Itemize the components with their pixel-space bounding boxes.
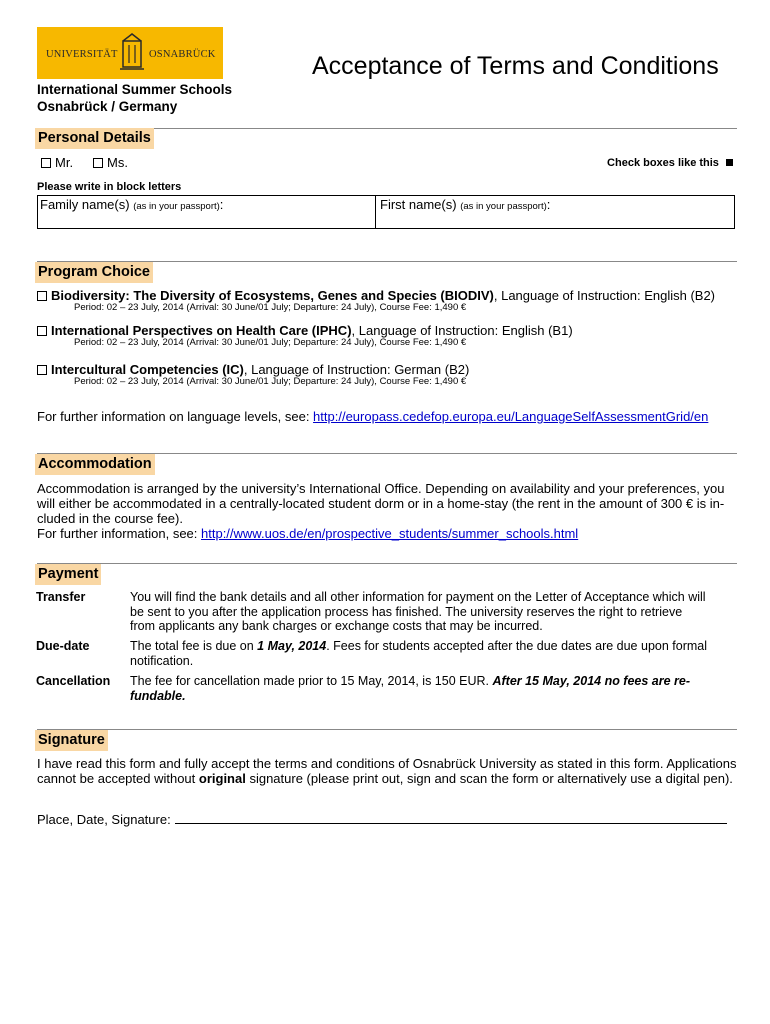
logo-left-text: UNIVERSITÄT	[46, 49, 118, 60]
first-name-colon: :	[546, 197, 551, 212]
signature-line-1: I have read this form and fully accept the terms and conditions of Osnabrück University as stated in this form. Applications	[37, 756, 737, 771]
family-name-label: Family name(s)	[40, 197, 130, 212]
payment-label-cancellation: Cancellation	[36, 674, 111, 688]
section-heading-program: Program Choice	[35, 262, 153, 283]
accommodation-text	[37, 481, 724, 541]
accommodation-line-2: will either be accommodated in a centrally-located student dorm or in a home-stay (the rent in the amount of 300 € is in-	[37, 496, 725, 511]
checkbox-mr-label: Mr.	[55, 155, 74, 170]
checkbox-ms[interactable]	[93, 158, 103, 168]
checkbox-ms-label: Ms.	[107, 155, 128, 170]
family-name-field[interactable]	[40, 197, 223, 212]
name-box-divider	[375, 196, 376, 229]
due-line-1	[130, 639, 730, 654]
check-hint-text: Check boxes like this	[607, 157, 719, 169]
name-fields-box	[37, 195, 735, 229]
program-period: Period: 02 – 23 July, 2014 (Arrival: 30 June/01 July; Departure: 24 July), Course Fee: 1,490 €	[74, 302, 467, 313]
program-option-ic[interactable]	[37, 362, 469, 377]
cancel-line-1	[130, 674, 730, 689]
divider	[37, 729, 737, 730]
signature-text	[37, 756, 736, 786]
program-option-iphc[interactable]	[37, 323, 573, 338]
filled-checkbox-icon	[726, 159, 733, 166]
block-letters-note: Please write in block letters	[37, 181, 182, 193]
accommodation-line-1: Accommodation is arranged by the university’s International Office. Depending on availability and your preferences, you	[37, 481, 725, 496]
payment-text-cancellation	[130, 674, 730, 703]
salutation-ms[interactable]	[93, 155, 128, 170]
cancel-pre: The fee for cancellation made prior to 15 May, 2014, is 150 EUR.	[130, 674, 493, 688]
first-name-note: (as in your passport)	[460, 201, 547, 212]
program-period: Period: 02 – 23 July, 2014 (Arrival: 30 June/01 July; Departure: 24 July), Course Fee: 1,490 €	[74, 376, 467, 387]
signature-post: signature (please print out, sign and scan the form or alternatively use a digital pen).	[245, 771, 733, 786]
section-heading-payment: Payment	[35, 564, 101, 585]
due-line-2: notification.	[130, 653, 194, 668]
checkbox-biodiv[interactable]	[37, 291, 47, 301]
page-title: Acceptance of Terms and Conditions	[312, 52, 719, 80]
accommodation-info-text: For further information, see:	[37, 526, 202, 541]
org-line-1: International Summer Schools	[37, 82, 233, 97]
section-heading-signature: Signature	[35, 730, 108, 751]
signature-bold: original	[198, 771, 246, 786]
program-language: , Language of Instruction: English (B2)	[493, 288, 716, 303]
logo-right-text: OSNABRÜCK	[149, 49, 216, 60]
checkbox-mr[interactable]	[41, 158, 51, 168]
signature-line-2	[37, 771, 736, 786]
program-name: Biodiversity: The Diversity of Ecosystems, Genes and Species (BIODIV)	[51, 288, 494, 303]
due-post: . Fees for students accepted after the due dates are due upon formal	[326, 639, 707, 653]
program-name: International Perspectives on Health Care (IPHC)	[51, 323, 352, 338]
signature-input-line[interactable]	[175, 823, 727, 824]
divider	[37, 563, 737, 564]
place-date-signature-label: Place, Date, Signature:	[37, 812, 171, 827]
first-name-field[interactable]	[380, 197, 550, 212]
language-info	[37, 409, 708, 424]
payment-text-due-date	[130, 639, 730, 668]
due-pre: The total fee is due on	[130, 639, 258, 653]
checkbox-ic[interactable]	[37, 365, 47, 375]
transfer-line-1: You will find the bank details and all other information for payment on the Letter of Acceptance which will	[130, 590, 706, 604]
signature-pre: cannot be accepted without	[37, 771, 199, 786]
program-language: , Language of Instruction: German (B2)	[243, 362, 470, 377]
language-grid-link[interactable]: http://europass.cedefop.europa.eu/LanguageSelfAssessmentGrid/en	[313, 409, 709, 424]
salutation-mr[interactable]	[41, 155, 73, 170]
summer-schools-link[interactable]: http://www.uos.de/en/prospective_students/summer_schools.html	[201, 526, 579, 541]
org-line-2: Osnabrück / Germany	[37, 99, 178, 114]
language-info-text: For further information on language levels, see:	[37, 409, 314, 424]
accommodation-line-3: cluded in the course fee).	[37, 511, 183, 526]
family-name-note: (as in your passport)	[133, 201, 220, 212]
family-name-colon: :	[219, 197, 224, 212]
program-period: Period: 02 – 23 July, 2014 (Arrival: 30 June/01 July; Departure: 24 July), Course Fee: 1,490 €	[74, 337, 467, 348]
first-name-label: First name(s)	[380, 197, 457, 212]
org-name	[37, 81, 232, 115]
section-heading-personal: Personal Details	[35, 128, 154, 149]
section-heading-accommodation: Accommodation	[35, 454, 155, 475]
due-date-value: 1 May, 2014	[257, 639, 327, 653]
check-hint	[607, 157, 733, 169]
university-logo	[37, 27, 223, 79]
accommodation-info	[37, 526, 724, 541]
cancel-emphasis-2: fundable.	[130, 688, 186, 703]
cancel-emphasis-1: After 15 May, 2014 no fees are re-	[492, 674, 691, 688]
payment-text-transfer	[130, 590, 730, 634]
transfer-line-2: be sent to you after the application process has finished. The university reserves the right to retrieve	[130, 604, 683, 619]
program-language: , Language of Instruction: English (B1)	[351, 323, 573, 338]
program-option-biodiv[interactable]	[37, 288, 715, 303]
transfer-line-3: from applicants any bank charges or exchange costs that may be incurred.	[130, 619, 543, 633]
payment-label-transfer: Transfer	[36, 590, 86, 604]
payment-label-due-date: Due-date	[36, 639, 90, 653]
program-name: Intercultural Competencies (IC)	[51, 362, 244, 377]
university-seal-icon	[117, 31, 147, 75]
checkbox-iphc[interactable]	[37, 326, 47, 336]
